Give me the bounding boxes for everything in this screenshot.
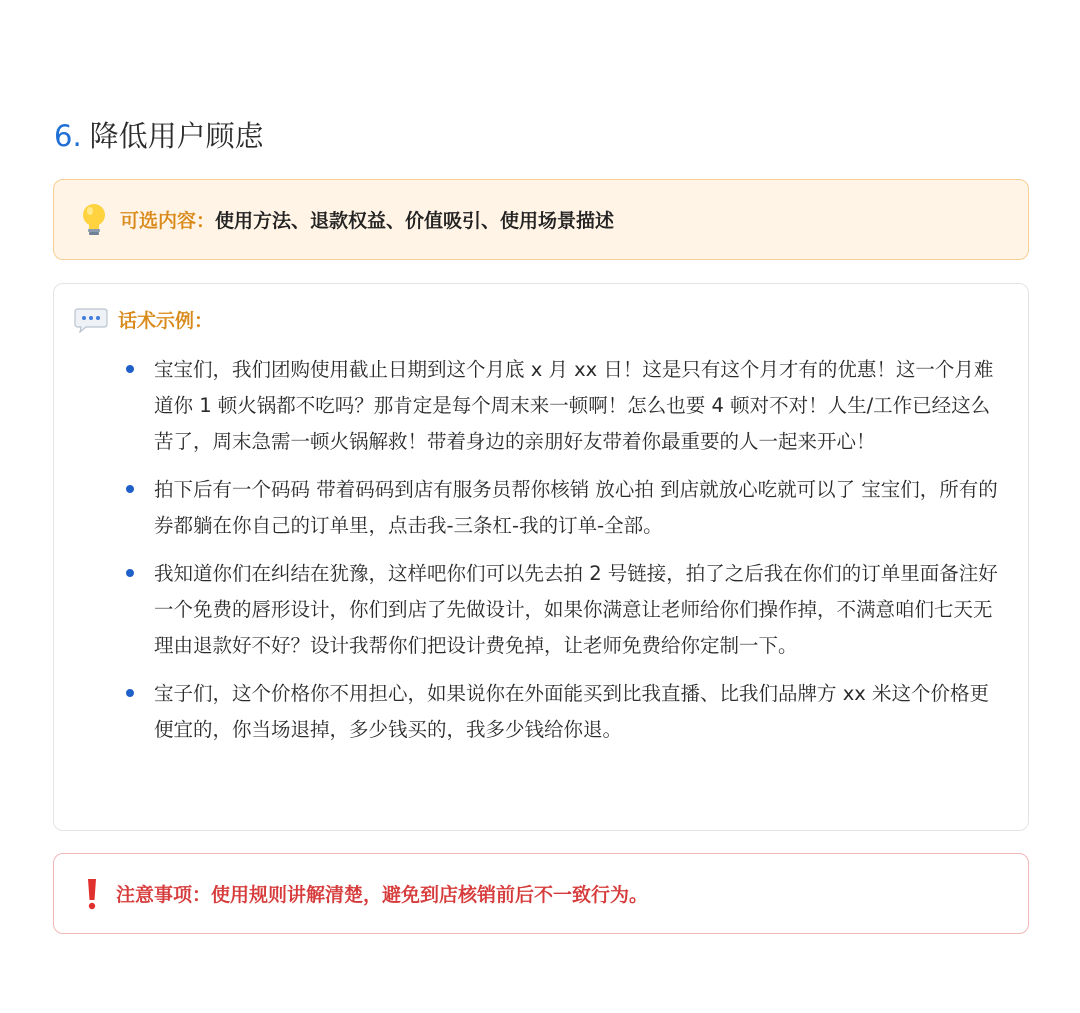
lightbulb-icon: [78, 202, 110, 238]
optional-content-card: [53, 179, 1029, 260]
section-title: 降低用户顾虑: [89, 119, 264, 153]
exclamation-icon: [78, 877, 106, 911]
section-number: 6.: [54, 119, 82, 153]
script-example-header: [74, 306, 213, 333]
section-heading: [54, 116, 264, 156]
list-item: 拍下后有一个码码 带着码码到店有服务员帮你核销 放心拍 到店就放心吃就可以了 宝宝们，所有的券都躺在你自己的订单里，点击我-三条杠-我的订单-全部。: [126, 472, 1006, 544]
optional-content-label: 可选内容：: [120, 210, 216, 232]
list-item: 宝子们，这个价格你不用担心，如果说你在外面能买到比我直播、比我们品牌方 xx 米这个价格更便宜的，你当场退掉，多少钱买的，我多少钱给你退。: [126, 676, 1006, 748]
list-item: 宝宝们，我们团购使用截止日期到这个月底 x 月 xx 日！这是只有这个月才有的优惠！这一个月难道你 1 顿火锅都不吃吗？那肯定是每个周末来一顿啊！怎么也要 4 顿对不对！人生/工作已经这么苦了，周末急需一顿火锅解救！带着身边的亲朋好友带着你最重要的人一起来开心！: [126, 352, 1006, 460]
script-example-label: 话术示例：: [118, 310, 214, 332]
caution-card: [53, 853, 1029, 934]
list-item: 我知道你们在纠结在犹豫，这样吧你们可以先去拍 2 号链接，拍了之后我在你们的订单里面备注好一个免费的唇形设计，你们到店了先做设计，如果你满意让老师给你们操作掉，不满意咱们七天无理由退款好不好？设计我帮你们把设计费免掉，让老师免费给你定制一下。: [126, 556, 1006, 664]
script-example-card: [53, 283, 1029, 831]
script-example-list: [126, 352, 1006, 760]
speech-bubble-icon: [74, 307, 108, 333]
optional-content-text: 使用方法、退款权益、价值吸引、使用场景描述: [215, 210, 615, 232]
caution-label: 注意事项：: [116, 884, 212, 906]
caution-text: 使用规则讲解清楚，避免到店核销前后不一致行为。: [211, 884, 649, 906]
